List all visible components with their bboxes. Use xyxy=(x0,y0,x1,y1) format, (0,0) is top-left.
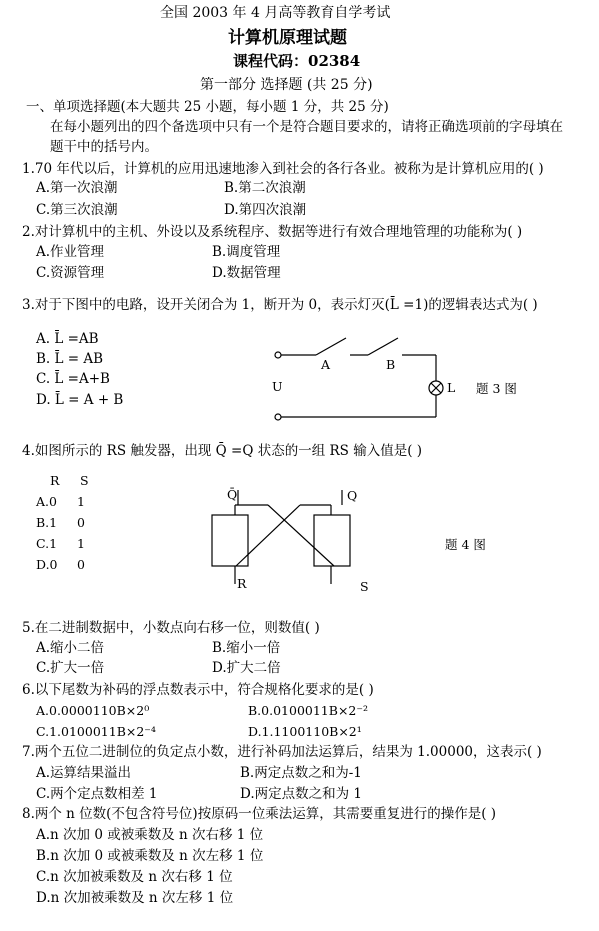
q3-option-a: A. L̄ =AB xyxy=(36,331,99,347)
q3-source-label: U xyxy=(272,379,283,394)
q8-option-a: A.n 次加 0 或被乘数及 n 次右移 1 位 xyxy=(36,827,264,843)
q5-option-c: C.扩大一倍 xyxy=(36,660,105,676)
q2-option-c: C.资源管理 xyxy=(36,265,105,281)
q3-option-d: D. L̄ = A + B xyxy=(36,392,124,408)
q6-option-a: A.0.0000110B×2⁰ xyxy=(36,703,150,718)
q5-stem: 5.在二进制数据中，小数点向右移一位，则数值( ) xyxy=(22,620,320,636)
instruction-line-1: 在每小题列出的四个备选项中只有一个是符合题目要求的，请将正确选项前的字母填在 xyxy=(50,119,563,135)
q4-stem: 4.如图所示的 RS 触发器，出现 Q̄ =Q 状态的一组 RS 输入值是( ) xyxy=(22,443,423,459)
q4-option-b-s: 0 xyxy=(77,515,85,530)
q5-option-a: A.缩小二倍 xyxy=(36,640,105,656)
q6-option-d: D.1.1100110B×2¹ xyxy=(248,724,362,739)
q6-stem: 6.以下尾数为补码的浮点数表示中，符合规格化要求的是( ) xyxy=(22,682,374,698)
q2-stem: 2.对计算机中的主机、外设以及系统程序、数据等进行有效合理地管理的功能称为( ) xyxy=(22,224,523,240)
q4-option-b-r: B.1 xyxy=(36,515,58,530)
q6-option-c: C.1.0100011B×2⁻⁴ xyxy=(36,724,156,739)
q7-stem: 7.两个五位二进制位的负定点小数，进行补码加法运算后，结果为 1.00000，这表示( ) xyxy=(22,744,542,760)
q8-stem: 8.两个 n 位数(不包含符号位)按原码一位乘法运算，其需要重复进行的操作是( ) xyxy=(22,806,497,822)
section-heading: 一、单项选择题(本大题共 25 小题，每小题 1 分，共 25 分) xyxy=(26,99,389,115)
part-heading: 第一部分 选择题 (共 25 分) xyxy=(200,77,373,93)
q7-option-d: D.两定点数之和为 1 xyxy=(240,786,363,802)
q5-option-b: B.缩小一倍 xyxy=(212,640,281,656)
q8-option-d: D.n 次加被乘数及 n 次左移 1 位 xyxy=(36,890,234,906)
q4-option-d-r: D.0 xyxy=(36,557,58,572)
q7-option-b: B.两定点数之和为-1 xyxy=(240,765,362,781)
q6-option-b: B.0.0100011B×2⁻² xyxy=(248,703,368,718)
instruction-line-2: 题干中的括号内。 xyxy=(50,139,158,155)
q1-option-c: C.第三次浪潮 xyxy=(36,202,118,218)
subject-title: 计算机原理试题 xyxy=(228,28,347,48)
q4-header-s: S xyxy=(80,473,89,488)
q3-lamp-label: L xyxy=(447,380,456,395)
q4-header-r: R xyxy=(50,473,60,488)
q4-option-a-r: A.0 xyxy=(36,494,57,509)
q3-stem: 3.对于下图中的电路，设开关闭合为 1，断开为 0，表示灯灭(L̄ =1)的逻辑表达式为( ) xyxy=(22,297,538,313)
q4-option-d-s: 0 xyxy=(77,557,85,572)
q3-option-c: C. L̄ =A+B xyxy=(36,371,110,387)
q3-figure-caption: 题 3 图 xyxy=(476,381,517,396)
q8-option-b: B.n 次加 0 或被乘数及 n 次左移 1 位 xyxy=(36,848,264,864)
exam-title: 全国 2003 年 4 月高等教育自学考试 xyxy=(160,5,391,21)
q1-option-b: B.第二次浪潮 xyxy=(224,180,306,196)
q7-option-a: A.运算结果溢出 xyxy=(36,765,132,781)
q4-option-c-s: 1 xyxy=(77,536,85,551)
q2-option-a: A.作业管理 xyxy=(36,244,105,260)
q1-option-a: A.第一次浪潮 xyxy=(36,180,118,196)
q4-q-label: Q xyxy=(347,488,358,503)
q4-q-bar-label: Q̄ xyxy=(227,487,238,502)
q1-option-d: D.第四次浪潮 xyxy=(224,202,307,218)
q3-option-b: B. L̄ = AB xyxy=(36,351,104,367)
q8-option-c: C.n 次加被乘数及 n 次右移 1 位 xyxy=(36,869,233,885)
q5-option-d: D.扩大二倍 xyxy=(212,660,281,676)
q3-switch-b-label: B xyxy=(386,357,396,372)
q4-s-label: S xyxy=(360,579,369,594)
q2-option-b: B.调度管理 xyxy=(212,244,281,260)
course-code: 课程代码：02384 xyxy=(233,52,361,70)
q7-option-c: C.两个定点数相差 1 xyxy=(36,786,158,802)
q1-stem: 1.70 年代以后，计算机的应用迅速地渗入到社会的各行各业。被称为是计算机应用的( ) xyxy=(22,161,544,177)
q2-option-d: D.数据管理 xyxy=(212,265,281,281)
q4-option-a-s: 1 xyxy=(77,494,85,509)
q4-option-c-r: C.1 xyxy=(36,536,58,551)
q4-figure-caption: 题 4 图 xyxy=(445,537,486,552)
q3-switch-a-label: A xyxy=(321,357,331,372)
q4-r-label: R xyxy=(237,576,247,591)
